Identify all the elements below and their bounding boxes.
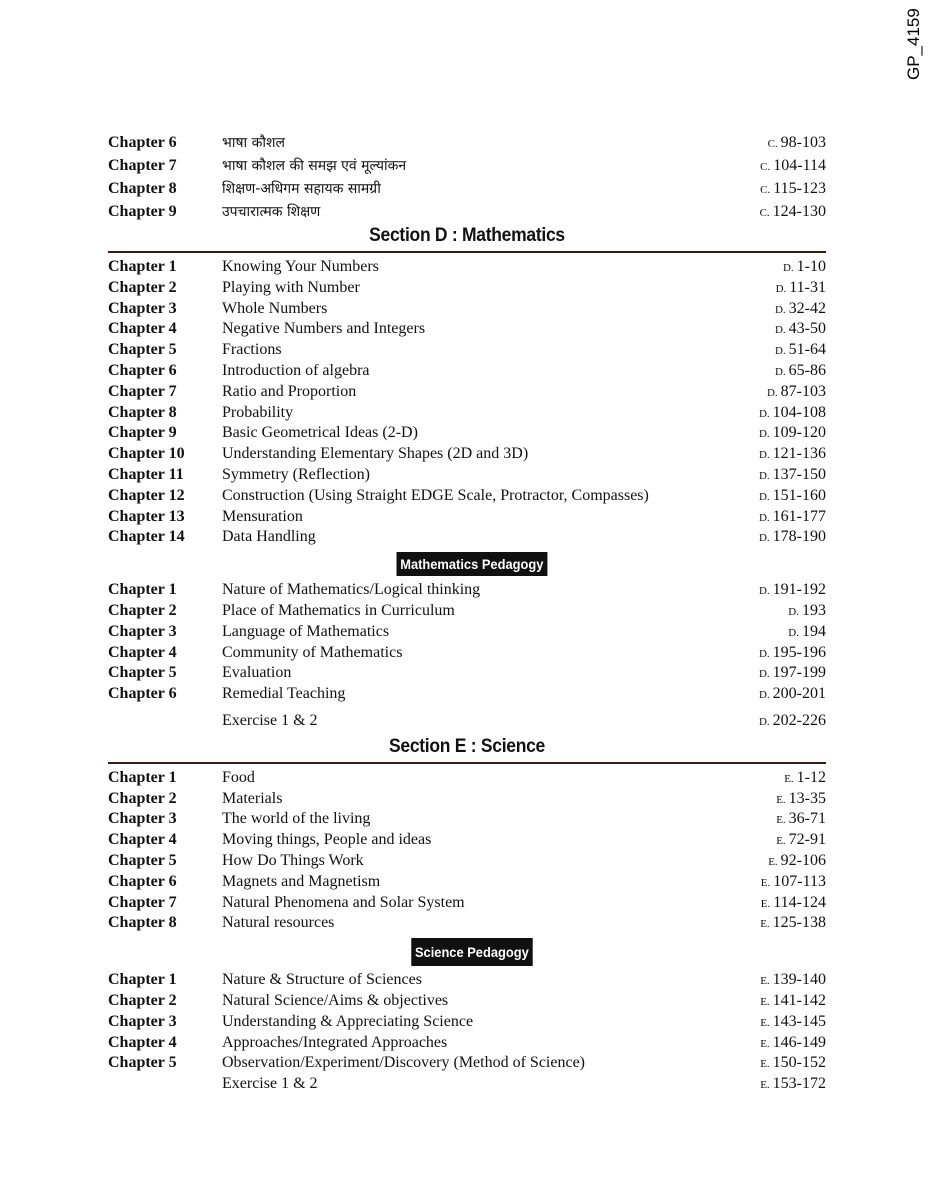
chapter-title: Approaches/Integrated Approaches xyxy=(222,1033,448,1051)
toc-row xyxy=(108,663,826,684)
chapter-label: Chapter 8 xyxy=(108,180,177,197)
chapter-label: Chapter 9 xyxy=(108,424,177,442)
page-range xyxy=(759,643,826,665)
page-numbers: 92-106 xyxy=(780,851,826,869)
page-numbers: 13-35 xyxy=(788,789,826,807)
toc-row xyxy=(108,872,826,893)
toc-row xyxy=(108,991,826,1012)
toc-row xyxy=(108,382,826,403)
section-prefix: D. xyxy=(758,511,770,524)
page-numbers: 87-103 xyxy=(780,382,826,400)
toc-row xyxy=(108,789,826,810)
page-numbers: 121-136 xyxy=(772,445,826,463)
chapter-title: Remedial Teaching xyxy=(222,685,346,703)
chapter-title: Food xyxy=(222,768,255,786)
page-range xyxy=(788,601,826,623)
chapter-title: Exercise 1 & 2 xyxy=(222,1075,318,1093)
chapter-title: Nature & Structure of Sciences xyxy=(222,971,422,989)
chapter-title: Moving things, People and ideas xyxy=(222,831,432,849)
chapter-label: Chapter 3 xyxy=(108,810,177,828)
page-range xyxy=(775,299,826,321)
page-numbers: 115-123 xyxy=(773,180,826,197)
page-numbers: 72-91 xyxy=(788,831,826,849)
chapter-title: How Do Things Work xyxy=(222,851,364,869)
page-numbers: 151-160 xyxy=(772,486,826,504)
toc-row xyxy=(108,622,826,643)
chapter-title: Data Handling xyxy=(222,528,316,546)
section-d-rows xyxy=(108,257,826,548)
toc-row xyxy=(108,131,826,154)
chapter-title: Probability xyxy=(222,403,294,421)
page-numbers: 51-64 xyxy=(788,341,826,359)
section-prefix: D. xyxy=(758,532,770,545)
page-numbers: 1-10 xyxy=(796,258,826,275)
page-range xyxy=(759,486,826,508)
chapter-title: Construction (Using Straight EDGE Scale, Protractor, Compasses) xyxy=(222,486,649,504)
chapter-label: Chapter 8 xyxy=(108,914,177,932)
section-prefix: E. xyxy=(760,1079,770,1092)
page-numbers: 146-149 xyxy=(772,1033,826,1051)
section-prefix: D. xyxy=(788,626,799,639)
chapter-title: भाषा कौशल xyxy=(222,135,286,151)
chapter-title: Place of Mathematics in Curriculum xyxy=(222,601,455,619)
toc-row xyxy=(108,278,826,299)
page-numbers: 137-150 xyxy=(772,465,826,483)
toc-row xyxy=(108,893,826,914)
section-prefix: E. xyxy=(776,814,786,827)
chapter-title: Natural Science/Aims & objectives xyxy=(222,991,449,1009)
page-numbers: 194 xyxy=(802,622,826,640)
chapter-title: Natural Phenomena and Solar System xyxy=(222,893,465,911)
page-range xyxy=(776,278,826,300)
page-range xyxy=(759,444,826,466)
page-numbers: 193 xyxy=(802,601,826,619)
page-numbers: 200-201 xyxy=(772,685,826,703)
page-numbers: 11-31 xyxy=(789,278,826,296)
chapter-label: Chapter 7 xyxy=(108,893,177,911)
page-range xyxy=(759,684,826,706)
chapter-title: Symmetry (Reflection) xyxy=(222,465,370,483)
chapter-title: Knowing Your Numbers xyxy=(222,258,379,275)
toc-row xyxy=(108,768,826,789)
chapter-label: Chapter 6 xyxy=(108,872,177,890)
chapter-title: Natural resources xyxy=(222,914,335,932)
section-prefix: E. xyxy=(760,918,770,931)
page-range xyxy=(761,872,826,894)
page-numbers: 139-140 xyxy=(772,971,826,989)
page-numbers: 109-120 xyxy=(772,424,826,442)
section-prefix: D. xyxy=(788,605,799,618)
section-prefix: D. xyxy=(774,365,786,378)
chapter-title: Materials xyxy=(222,789,283,807)
page-numbers: 191-192 xyxy=(772,581,826,599)
chapter-label: Chapter 2 xyxy=(108,991,177,1009)
science-pedagogy-rows xyxy=(108,970,826,1074)
page-numbers: 197-199 xyxy=(772,664,826,682)
page-range xyxy=(783,257,826,279)
section-e-heading: Section E : Science xyxy=(388,735,546,757)
chapter-label: Chapter 2 xyxy=(108,278,177,296)
section-prefix: D. xyxy=(774,303,786,316)
section-c-rows xyxy=(108,131,826,223)
section-prefix: D. xyxy=(782,262,794,274)
toc-row xyxy=(108,601,826,622)
section-prefix: D. xyxy=(758,469,770,482)
page-range xyxy=(759,711,826,733)
toc-row xyxy=(108,580,826,601)
section-e-rows xyxy=(108,768,826,934)
page-range xyxy=(775,361,826,383)
section-prefix: D. xyxy=(758,585,770,598)
chapter-title: शिक्षण-अधिगम सहायक सामग्री xyxy=(222,181,381,197)
toc-row xyxy=(108,1074,826,1095)
page-range xyxy=(784,768,826,790)
toc-row xyxy=(108,809,826,830)
page-numbers: 65-86 xyxy=(788,361,826,379)
section-prefix: D. xyxy=(758,449,770,462)
page-numbers: 43-50 xyxy=(788,320,826,338)
page-range xyxy=(760,200,826,225)
chapter-title: Whole Numbers xyxy=(222,299,328,317)
chapter-label: Chapter 5 xyxy=(108,664,177,682)
page-numbers: 104-108 xyxy=(772,403,826,421)
chapter-label: Chapter 7 xyxy=(108,382,177,400)
page-range xyxy=(760,1033,826,1055)
table-of-contents xyxy=(108,131,826,1095)
page-numbers: 124-130 xyxy=(772,203,826,220)
chapter-title: Evaluation xyxy=(222,664,292,682)
chapter-title: Ratio and Proportion xyxy=(222,382,357,400)
toc-row xyxy=(108,1033,826,1054)
toc-row xyxy=(108,200,826,223)
chapter-label: Chapter 1 xyxy=(108,768,177,786)
page-range xyxy=(760,154,826,179)
page-numbers: 141-142 xyxy=(772,991,826,1009)
page-numbers: 36-71 xyxy=(788,810,826,828)
section-c-list xyxy=(108,131,826,223)
chapter-title: Introduction of algebra xyxy=(222,361,370,379)
science-pedagogy-heading-wrap xyxy=(118,934,826,970)
chapter-label: Chapter 2 xyxy=(108,789,177,807)
toc-row xyxy=(108,1053,826,1074)
toc-row xyxy=(108,465,826,486)
chapter-label: Chapter 9 xyxy=(108,203,177,220)
section-prefix: D. xyxy=(774,324,786,337)
section-prefix: D. xyxy=(758,689,770,702)
section-prefix: D. xyxy=(758,647,770,660)
toc-row xyxy=(108,711,826,732)
page-numbers: 1-12 xyxy=(796,768,826,786)
chapter-title: Understanding Elementary Shapes (2D and 3D) xyxy=(222,445,529,463)
page-range xyxy=(776,830,826,852)
page-numbers: 104-114 xyxy=(773,157,826,174)
section-prefix: E. xyxy=(760,995,770,1008)
chapter-label: Chapter 7 xyxy=(108,157,177,174)
section-prefix: E. xyxy=(760,876,771,889)
chapter-title: भाषा कौशल की समझ एवं मूल्यांकन xyxy=(222,158,407,174)
chapter-label: Chapter 1 xyxy=(108,971,177,989)
math-pedagogy-heading: Mathematics Pedagogy xyxy=(397,552,548,576)
page-numbers: 143-145 xyxy=(772,1012,826,1030)
chapter-label: Chapter 13 xyxy=(108,507,185,525)
section-e-rule xyxy=(108,762,826,764)
toc-row xyxy=(108,486,826,507)
toc-row xyxy=(108,643,826,664)
page-numbers: 32-42 xyxy=(788,299,826,317)
chapter-label: Chapter 3 xyxy=(108,622,177,640)
page-range xyxy=(760,1074,826,1096)
page-numbers: 178-190 xyxy=(772,528,826,546)
page-numbers: 195-196 xyxy=(772,643,826,661)
chapter-label: Chapter 3 xyxy=(108,299,177,317)
page-range xyxy=(760,1053,826,1075)
chapter-title: Community of Mathematics xyxy=(222,643,403,661)
document-code: GP_4159 xyxy=(904,8,923,80)
chapter-title: Magnets and Magnetism xyxy=(222,872,381,890)
section-prefix: C. xyxy=(760,184,771,196)
chapter-title: Nature of Mathematics/Logical thinking xyxy=(222,581,481,599)
section-prefix: C. xyxy=(760,161,771,173)
toc-row xyxy=(108,299,826,320)
math-pedagogy-heading-wrap xyxy=(118,548,826,580)
section-prefix: E. xyxy=(760,975,770,988)
chapter-title: Language of Mathematics xyxy=(222,622,390,640)
chapter-title: Basic Geometrical Ideas (2-D) xyxy=(222,424,418,442)
chapter-label: Chapter 3 xyxy=(108,1012,177,1030)
page-numbers: 125-138 xyxy=(772,914,826,932)
section-prefix: D. xyxy=(758,668,770,681)
toc-row xyxy=(108,154,826,177)
section-prefix: D. xyxy=(758,715,770,728)
section-prefix: E. xyxy=(784,772,794,785)
toc-row xyxy=(108,340,826,361)
toc-row xyxy=(108,851,826,872)
toc-row xyxy=(108,684,826,705)
toc-row xyxy=(108,527,826,548)
section-d-rule xyxy=(108,251,826,253)
chapter-title: The world of the living xyxy=(222,810,371,828)
toc-row xyxy=(108,507,826,528)
page-range xyxy=(759,527,826,549)
chapter-title: उपचारात्मक शिक्षण xyxy=(222,204,321,220)
page-range xyxy=(767,382,826,404)
section-prefix: E. xyxy=(760,897,771,910)
toc-row xyxy=(108,403,826,424)
toc-row xyxy=(108,830,826,851)
page-numbers: 150-152 xyxy=(772,1054,826,1072)
page-range xyxy=(775,319,826,341)
section-prefix: E. xyxy=(768,855,778,868)
page-numbers: 161-177 xyxy=(772,507,826,525)
section-d-heading: Section D : Mathematics xyxy=(369,225,565,246)
toc-row xyxy=(108,319,826,340)
page-range xyxy=(759,465,826,487)
page-range xyxy=(760,991,826,1013)
page-numbers: 202-226 xyxy=(772,711,826,729)
section-prefix: D. xyxy=(758,407,770,420)
chapter-label: Chapter 1 xyxy=(108,258,177,275)
section-prefix: C. xyxy=(767,138,778,150)
page-range xyxy=(768,131,826,156)
chapter-label: Chapter 5 xyxy=(108,341,177,359)
page-numbers: 114-124 xyxy=(773,893,826,911)
science-pedagogy-heading: Science Pedagogy xyxy=(411,938,532,966)
chapter-label: Chapter 12 xyxy=(108,486,185,504)
page-numbers: 107-113 xyxy=(773,872,826,890)
page-range xyxy=(759,663,826,685)
section-prefix: D. xyxy=(766,386,778,399)
page-range xyxy=(760,970,826,992)
chapter-label: Chapter 14 xyxy=(108,528,185,546)
science-exercise-row xyxy=(108,1074,826,1095)
toc-row xyxy=(108,1012,826,1033)
section-prefix: E. xyxy=(760,1016,770,1029)
chapter-label: Chapter 5 xyxy=(108,851,177,869)
chapter-label: Chapter 1 xyxy=(108,581,177,599)
section-prefix: D. xyxy=(774,345,786,358)
section-prefix: D. xyxy=(758,428,770,441)
chapter-label: Chapter 10 xyxy=(108,445,185,463)
page-range xyxy=(759,423,826,445)
page-range xyxy=(759,403,826,425)
chapter-title: Observation/Experiment/Discovery (Method of Science) xyxy=(222,1054,585,1072)
page-range xyxy=(759,507,826,529)
toc-row xyxy=(108,970,826,991)
toc-row xyxy=(108,177,826,200)
toc-row xyxy=(108,444,826,465)
chapter-label: Chapter 2 xyxy=(108,601,177,619)
chapter-label: Chapter 5 xyxy=(108,1054,177,1072)
chapter-label: Chapter 8 xyxy=(108,403,177,421)
page-range xyxy=(760,1012,826,1034)
section-prefix: D. xyxy=(758,490,770,503)
section-prefix: E. xyxy=(776,835,786,848)
chapter-title: Playing with Number xyxy=(222,278,360,296)
chapter-label: Chapter 4 xyxy=(108,831,177,849)
chapter-label: Chapter 11 xyxy=(108,465,184,483)
chapter-label: Chapter 6 xyxy=(108,685,177,703)
chapter-label: Chapter 4 xyxy=(108,1033,177,1051)
section-prefix: E. xyxy=(760,1037,770,1050)
page-range xyxy=(760,913,826,935)
toc-row xyxy=(108,257,826,278)
math-pedagogy-rows xyxy=(108,580,826,705)
page-range xyxy=(760,177,826,202)
page-range xyxy=(759,580,826,602)
chapter-title: Understanding & Appreciating Science xyxy=(222,1012,474,1030)
page-range xyxy=(768,851,826,873)
toc-row xyxy=(108,913,826,934)
chapter-title: Mensuration xyxy=(222,507,303,525)
chapter-title: Negative Numbers and Integers xyxy=(222,320,426,338)
section-prefix: E. xyxy=(776,793,786,806)
chapter-title: Exercise 1 & 2 xyxy=(222,711,318,729)
chapter-title: Fractions xyxy=(222,341,282,359)
toc-row xyxy=(108,361,826,382)
chapter-label: Chapter 6 xyxy=(108,361,177,379)
section-prefix: E. xyxy=(760,1058,770,1071)
page-range xyxy=(776,809,826,831)
page-range xyxy=(761,893,826,915)
section-prefix: C. xyxy=(759,207,770,219)
section-prefix: D. xyxy=(775,282,787,295)
page-range xyxy=(775,340,826,362)
toc-row xyxy=(108,423,826,444)
chapter-label: Chapter 4 xyxy=(108,320,177,338)
math-exercise-row xyxy=(108,711,826,732)
chapter-label: Chapter 6 xyxy=(108,134,177,151)
page-numbers: 98-103 xyxy=(780,134,826,151)
page-numbers: 153-172 xyxy=(772,1075,826,1093)
page-range xyxy=(788,622,826,644)
chapter-label: Chapter 4 xyxy=(108,643,177,661)
page-range xyxy=(776,789,826,811)
